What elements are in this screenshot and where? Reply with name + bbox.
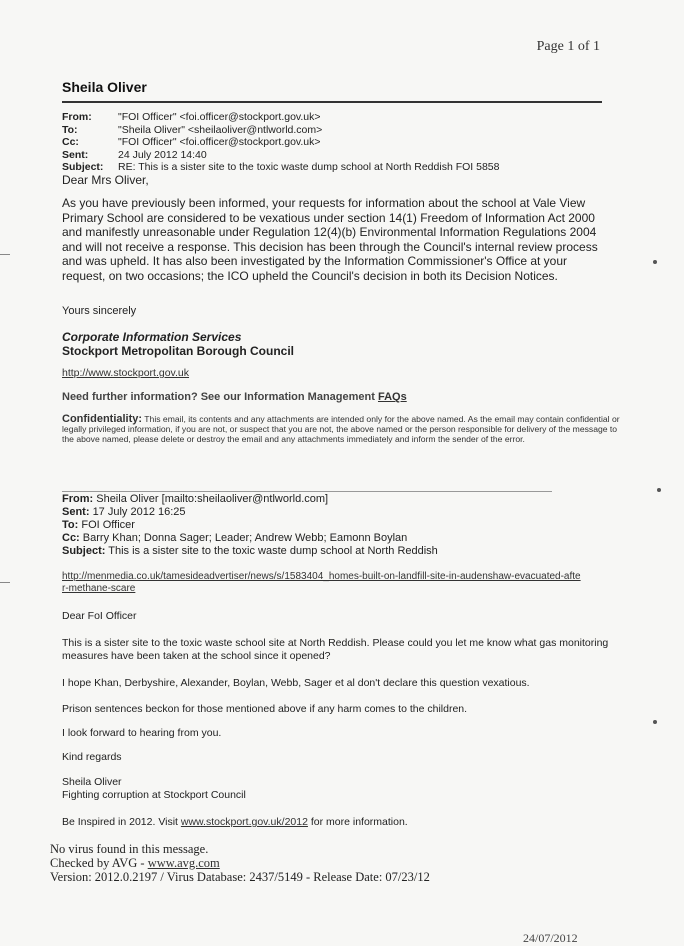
fw-to: To: FOI Officer [62, 519, 135, 531]
news-article-link[interactable]: http://menmedia.co.uk/tamesideadvertiser/news/s/1583404_homes-built-on-landfill-site-in-audenshaw-evacuated-after-methane-scare [62, 571, 581, 594]
header-label: Subject: [62, 161, 104, 174]
confidentiality-notice [62, 414, 622, 445]
scan-edge-mark [0, 254, 10, 255]
fw-subject: Subject: This is a sister site to the toxic waste dump school at North Reddish [62, 545, 438, 557]
header-value: "FOI Officer" <foi.officer@stockport.gov.uk> [118, 111, 321, 123]
corner-date: 24/07/2012 [523, 931, 578, 945]
avg-footer [50, 842, 430, 884]
forward-divider [62, 491, 552, 492]
signature-department: Corporate Information Services [62, 330, 242, 344]
sender-name: Sheila Oliver [62, 79, 147, 95]
scan-edge-mark [0, 582, 10, 583]
fw-cc: Cc: Barry Khan; Donna Sager; Leader; Andrew Webb; Eamonn Boylan [62, 532, 408, 544]
avg-link[interactable]: www.avg.com [147, 856, 220, 870]
signature-block [62, 330, 294, 358]
header-row-cc [62, 136, 499, 149]
header-value: "FOI Officer" <foi.officer@stockport.gov.uk> [118, 136, 321, 149]
need-info-text: Need further information? See our Information Management [62, 391, 378, 403]
fw-sent: Sent: 17 July 2012 16:25 [62, 506, 186, 518]
header-label: Cc: [62, 136, 79, 149]
scan-speck [657, 488, 661, 492]
body-paragraph-4: I look forward to hearing from you. [62, 727, 222, 739]
faqs-link[interactable]: FAQs [377, 391, 407, 403]
avg-line-3: Version: 2012.0.2197 / Virus Database: 2437/5149 - Release Date: 07/23/12 [50, 870, 430, 884]
email-headers [62, 111, 499, 174]
header-row-sent [62, 149, 499, 162]
body-paragraph-1: This is a sister site to the toxic waste school site at North Reddish. Please could you let me know what gas monitoring measures have been taken at the school since it opened? [62, 637, 609, 662]
body-paragraph-2: I hope Khan, Derbyshire, Alexander, Boylan, Webb, Sager et al don't declare this question vexatious. [62, 677, 530, 689]
confidentiality-label: Confidentiality: [62, 413, 143, 425]
dear-foi: Dear FoI Officer [62, 610, 137, 622]
header-row-from [62, 111, 499, 124]
sender-signature [62, 776, 622, 802]
avg-line-2: Checked by AVG - www.avg.com [50, 856, 220, 870]
confidentiality-text: This email, its contents and any attachments are intended only for the above named. As the email may contain confidential or legally privileged information, if you are not, or suspect that you are not, the above named or the person responsible for delivery of the message to the above named, please delete or destroy the email and any attachments immediately and inform the sender of the error. [62, 414, 620, 445]
sender-signature-name: Sheila Oliver [62, 776, 122, 788]
forwarded-headers [62, 493, 438, 558]
avg-line-1: No virus found in this message. [50, 842, 209, 856]
header-label: From: [62, 111, 92, 123]
scan-speck [653, 260, 657, 264]
inspired-link[interactable]: www.stockport.gov.uk/2012 [180, 816, 308, 828]
header-divider [62, 101, 602, 103]
header-value: 24 July 2012 14:40 [118, 148, 207, 161]
body-paragraph-3: Prison sentences beckon for those mentioned above if any harm comes to the children. [62, 703, 468, 715]
salutation: Dear Mrs Oliver, [62, 173, 149, 187]
website-link[interactable]: http://www.stockport.gov.uk [62, 367, 190, 379]
need-info-line [62, 391, 407, 403]
scan-speck [653, 720, 657, 724]
header-label: To: [62, 123, 78, 136]
header-value: RE: This is a sister site to the toxic waste dump school at North Reddish FOI 5858 [118, 161, 500, 174]
header-label: Sent: [62, 148, 89, 161]
fw-from: From: Sheila Oliver [mailto:sheilaoliver@ntlworld.com] [62, 493, 329, 505]
page-number: Page 1 of 1 [536, 39, 600, 54]
signature-council: Stockport Metropolitan Borough Council [62, 344, 294, 358]
closing: Yours sincerely [62, 305, 137, 317]
kind-regards: Kind regards [62, 751, 122, 763]
header-row-to [62, 124, 499, 137]
header-value: "Sheila Oliver" <sheilaoliver@ntlworld.com> [118, 123, 323, 136]
inspired-line: Be Inspired in 2012. Visit www.stockport.gov.uk/2012 for more information. [62, 816, 408, 828]
sender-signature-tagline: Fighting corruption at Stockport Council [62, 789, 246, 801]
reply-paragraph: As you have previously been informed, your requests for information about the school at Vale View Primary School are considered to be vexatious under section 14(1) Freedom of Information Act 2000 and manifestly unreasonable under Regulation 12(4)(b) Environmental Information Regulations 2004 and will not receive a response. This decision has been through the Council's internal review process and was upheld. It has also been investigated by the Information Commissioner's Office at your request, on two occasions; the ICO upheld the Council's decision in both its Decision Notices. [62, 196, 598, 283]
